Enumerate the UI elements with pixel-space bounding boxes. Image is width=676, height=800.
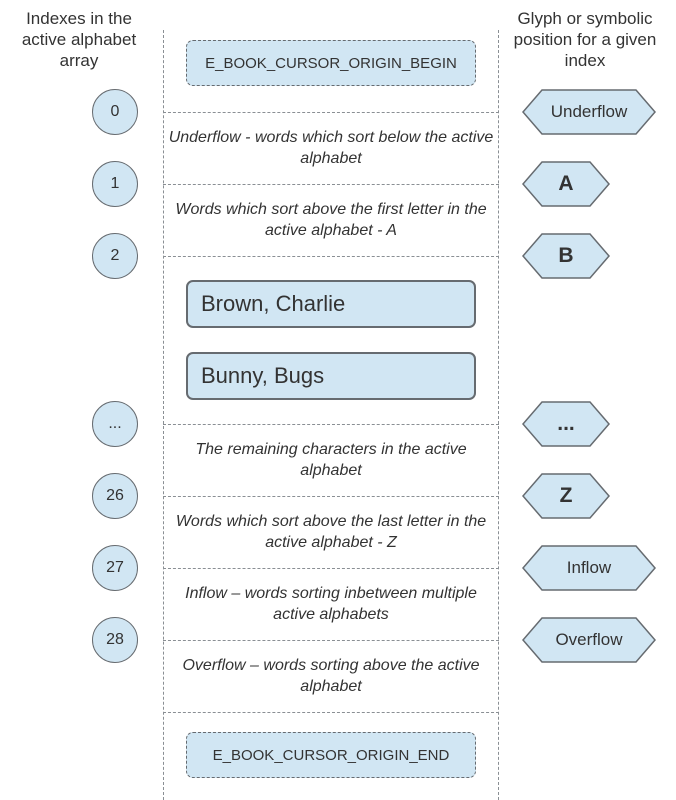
entry-box: Bunny, Bugs	[186, 352, 476, 400]
section-description-last-letter: Words which sort above the last letter in the active alphabet - Z	[175, 513, 487, 551]
section-description-remaining: The remaining characters in the active alphabet	[195, 441, 467, 479]
glyph-hexagon-a	[522, 161, 610, 207]
index-circle: 2	[92, 233, 138, 279]
divider-index-27	[163, 568, 499, 569]
index-circle: 1	[92, 161, 138, 207]
glyph-label: B	[558, 244, 574, 267]
divider-index-2	[163, 256, 499, 257]
glyph-hexagon-b	[522, 233, 610, 279]
divider-index-28	[163, 640, 499, 641]
glyph-label: Overflow	[555, 630, 623, 649]
index-circle: 0	[92, 89, 138, 135]
glyph-label: Inflow	[566, 558, 612, 577]
divider-index-ellipsis	[163, 424, 499, 425]
glyph-label: Z	[559, 484, 573, 507]
right-column-header: Glyph or symbolic position for a given index	[513, 9, 657, 70]
section-description-first-letter: Words which sort above the first letter in the active alphabet - A	[175, 201, 487, 239]
glyph-label: ...	[557, 412, 575, 435]
glyph-hexagon-ellipsis	[522, 401, 610, 447]
entry-box: Brown, Charlie	[186, 280, 476, 328]
divider-index-0	[163, 112, 499, 113]
glyph-hexagon-z	[522, 473, 610, 519]
index-circle: ...	[92, 401, 138, 447]
divider-index-26	[163, 496, 499, 497]
divider-index-1	[163, 184, 499, 185]
origin-begin-box: E_BOOK_CURSOR_ORIGIN_BEGIN	[186, 40, 476, 86]
glyph-label: Underflow	[550, 102, 628, 121]
index-circle: 26	[92, 473, 138, 519]
glyph-hexagon-overflow	[522, 617, 656, 663]
left-column-header: Indexes in the active alphabet array	[21, 9, 137, 70]
index-circle: 28	[92, 617, 138, 663]
section-description-overflow: Overflow – words sorting above the active alphabet	[182, 657, 480, 695]
divider-end	[163, 712, 499, 713]
glyph-hexagon-inflow	[522, 545, 656, 591]
index-circle: 27	[92, 545, 138, 591]
glyph-hexagon-underflow	[522, 89, 656, 135]
section-description-inflow: Inflow – words sorting inbetween multiple active alphabets	[185, 585, 477, 623]
origin-end-box: E_BOOK_CURSOR_ORIGIN_END	[186, 732, 476, 778]
section-description-underflow: Underflow - words which sort below the active alphabet	[168, 129, 494, 167]
glyph-label: A	[558, 172, 574, 195]
